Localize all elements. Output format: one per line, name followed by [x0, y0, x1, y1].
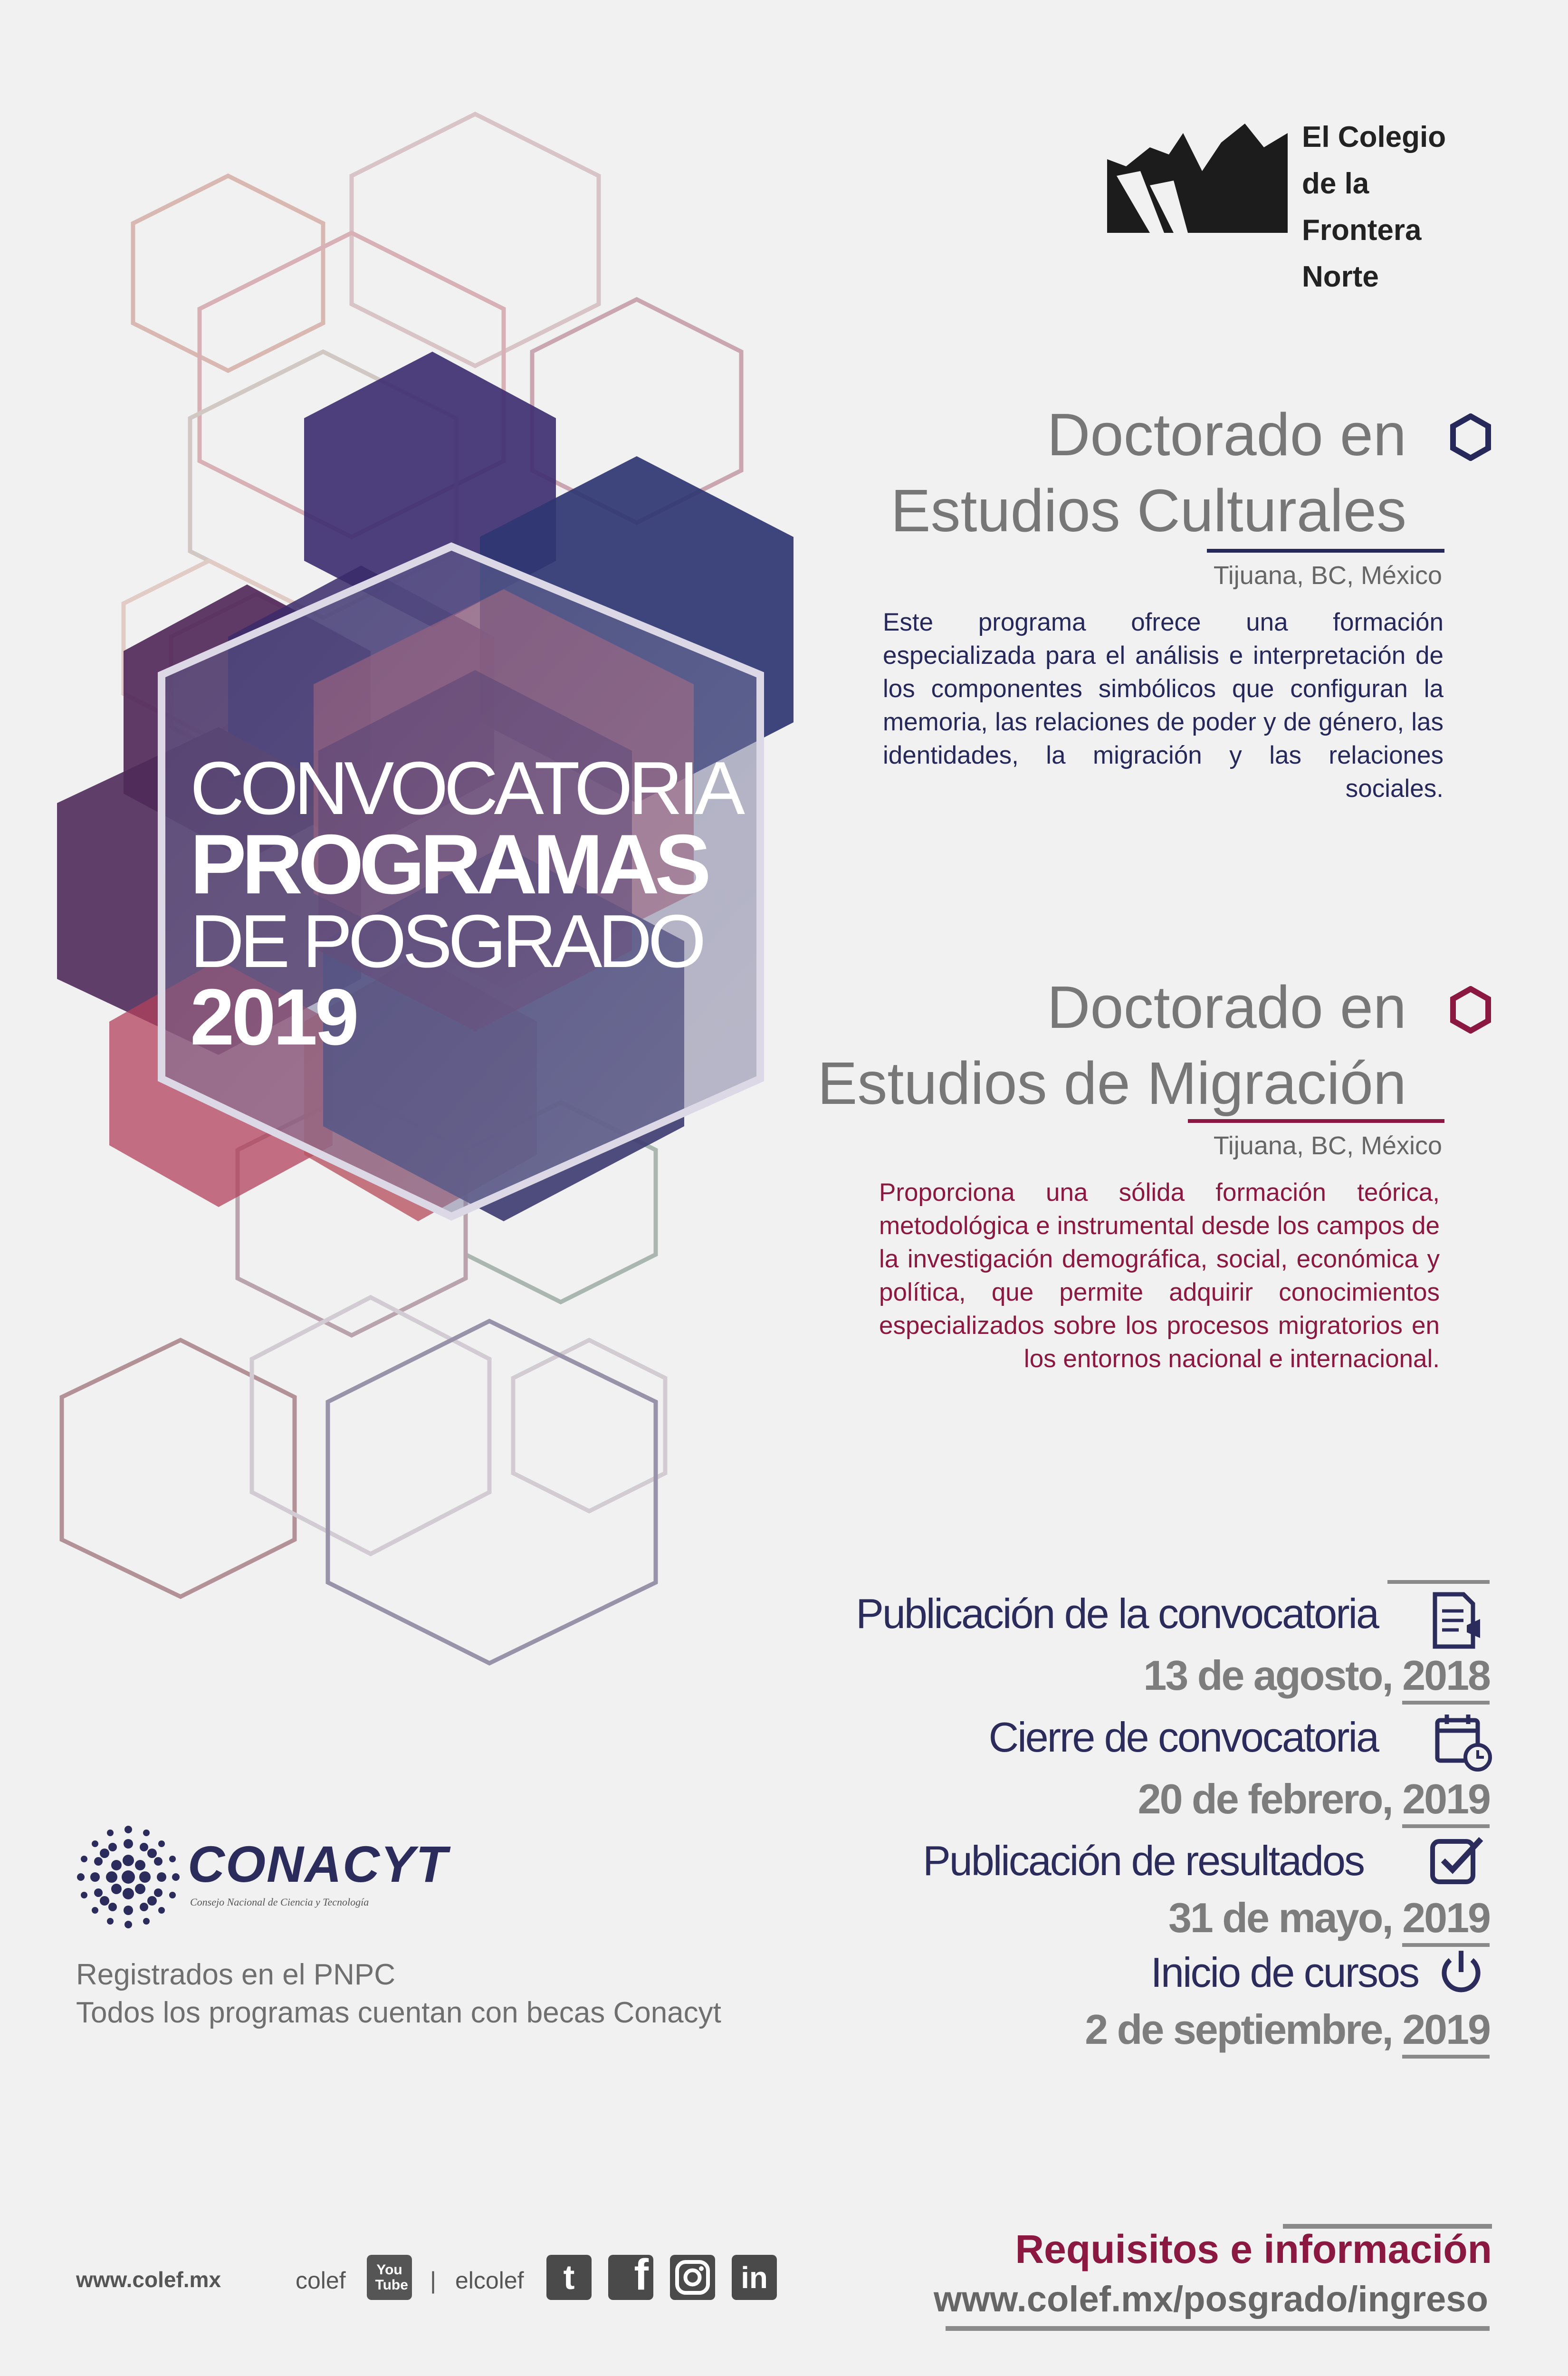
date-topline — [1387, 1580, 1490, 1584]
program-2-rule — [1188, 1119, 1444, 1123]
institution-name-line: de la Frontera — [1302, 167, 1422, 247]
institution-name-line: El Colegio — [1302, 121, 1446, 153]
date-value-publication — [1143, 1651, 1490, 1700]
conacyt-name: CONACYT — [188, 1835, 448, 1893]
program-1-rule — [1207, 549, 1444, 553]
date-text: 13 de agosto, — [1143, 1652, 1403, 1699]
institution-name-line: Norte — [1302, 260, 1379, 293]
facebook-glyph: f — [634, 2251, 649, 2299]
program-2-description: Proporciona una sólida formación teórica, metodológica e instrumental desde los campos de la investigación demográfica, social, económica y política, que permite adquirir conocimientos especializados sobre los procesos migratorios en los entornos nacional e internacional. — [879, 1178, 1440, 1373]
requirements-title: Requisitos e información — [1015, 2227, 1492, 2271]
colef-mountain-icon — [1107, 114, 1288, 233]
conacyt-logo — [76, 1825, 448, 1939]
youtube-icon-text: You Tube — [375, 2261, 408, 2293]
date-text: 2 de septiembre, — [1085, 2006, 1403, 2053]
instagram-icon[interactable] — [670, 2255, 715, 2300]
program-2-location: Tijuana, BC, México — [1213, 1131, 1442, 1160]
program-1-location: Tijuana, BC, México — [1213, 561, 1442, 590]
program-title-line: Doctorado en — [1047, 401, 1406, 468]
date-value-start — [1085, 2005, 1490, 2054]
hexagon-icon — [1449, 986, 1492, 1034]
conacyt-subtitle: Consejo Nacional de Ciencia y Tecnología — [190, 1896, 369, 1908]
hexagon-icon — [1449, 413, 1492, 461]
calendar-clock-icon — [1433, 1711, 1494, 1772]
date-year: 2019 — [1402, 2006, 1490, 2059]
date-label-start: Inicio de cursos — [1150, 1949, 1418, 1996]
twitter-glyph: t — [563, 2258, 575, 2297]
scholarship-info: Todos los programas cuentan con becas Conacyt — [76, 1996, 721, 2029]
poster-title-line: DE POSGRADO — [190, 900, 702, 983]
youtube-icon[interactable] — [367, 2255, 412, 2300]
twitter-icon[interactable] — [546, 2255, 592, 2300]
social-username: elcolef — [455, 2267, 524, 2294]
institution-logo — [1107, 114, 1487, 293]
poster-title-year: 2019 — [190, 972, 356, 1062]
poster-title-line: CONVOCATORIA — [190, 747, 741, 830]
date-value-results — [1168, 1894, 1490, 1942]
program-1-title — [890, 397, 1406, 549]
document-megaphone-icon — [1428, 1590, 1490, 1651]
date-label-publication: Publicación de la convocatoria — [856, 1590, 1378, 1637]
conacyt-dots-icon — [76, 1825, 181, 1929]
institution-name — [1302, 114, 1487, 300]
requirements-link[interactable]: www.colef.mx/posgrado/ingreso — [934, 2279, 1488, 2319]
date-value-closing — [1138, 1775, 1490, 1823]
linkedin-icon[interactable] — [732, 2255, 777, 2300]
power-icon — [1435, 1946, 1487, 1998]
program-title-line: Doctorado en — [1047, 974, 1406, 1041]
linkedin-glyph: in — [741, 2260, 768, 2295]
program-title-line: Estudios Culturales — [890, 477, 1406, 544]
pnpc-info: Registrados en el PNPC — [76, 1958, 395, 1991]
website-link[interactable]: www.colef.mx — [76, 2267, 221, 2292]
requirements-bottom-rule — [946, 2326, 1490, 2331]
footer-separator: | — [430, 2267, 436, 2294]
date-text: 31 de mayo, — [1168, 1894, 1403, 1941]
program-1-description: Este programa ofrece una formación especializada para el análisis e interpretación de los componentes simbólicos que configuran la memoria, las relaciones de poder y de género, las identidades, la migración y las relaciones sociales. — [883, 608, 1444, 803]
program-2-title — [817, 969, 1406, 1121]
checkbox-icon — [1428, 1830, 1490, 1891]
facebook-icon[interactable] — [608, 2251, 653, 2300]
program-title-line: Estudios de Migración — [817, 1050, 1406, 1117]
date-year: 2019 — [1402, 1775, 1490, 1828]
date-year: 2018 — [1402, 1652, 1490, 1705]
poster-title — [190, 747, 741, 1062]
youtube-username: colef — [296, 2267, 346, 2294]
date-label-closing: Cierre de convocatoria — [988, 1714, 1378, 1761]
date-year: 2019 — [1402, 1894, 1490, 1947]
date-label-results: Publicación de resultados — [923, 1837, 1364, 1884]
poster-title-line: PROGRAMAS — [190, 817, 707, 911]
date-text: 20 de febrero, — [1138, 1775, 1403, 1822]
